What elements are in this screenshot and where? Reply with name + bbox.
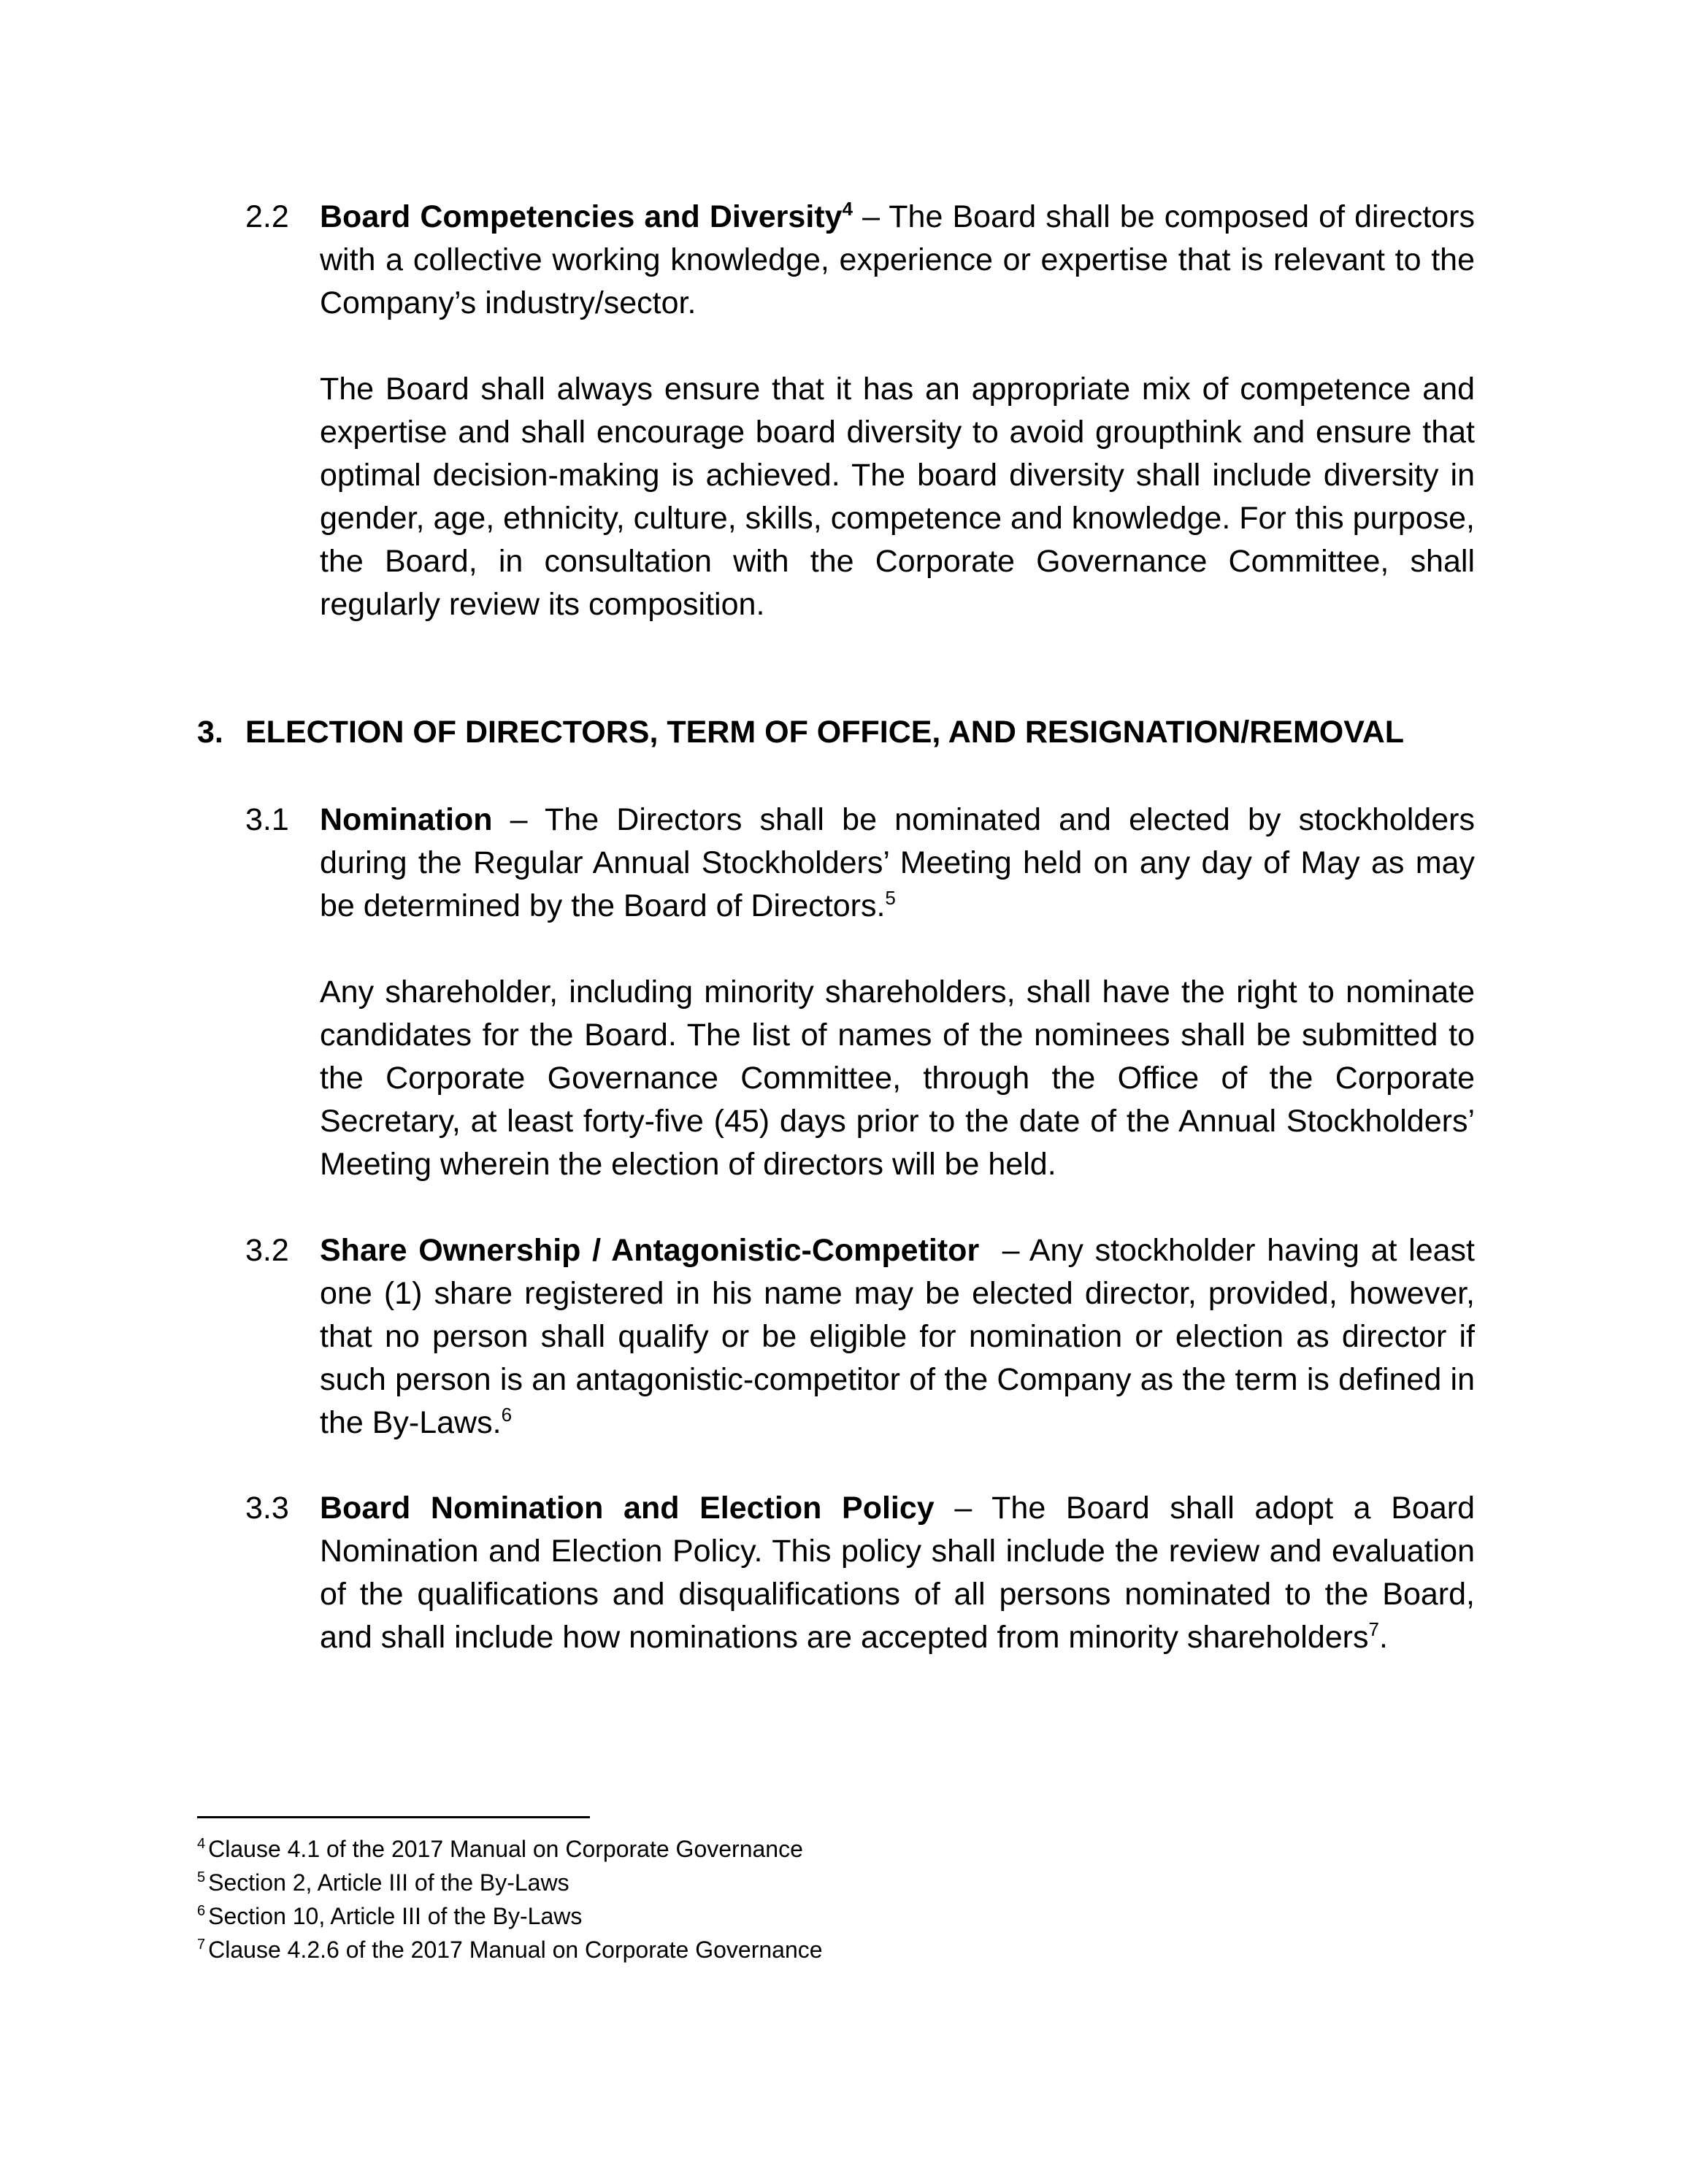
section-2-2-number: 2.2 (245, 199, 289, 234)
section-3-1-paragraph-1 (320, 799, 1475, 928)
section-3-heading (197, 711, 1497, 754)
footnote-mark: 6 (197, 1903, 206, 1919)
section-3-title: ELECTION OF DIRECTORS, TERM OF OFFICE, AND RESIGNATION/REMOVAL (245, 715, 1405, 750)
footnote-mark: 5 (197, 1869, 206, 1885)
section-2-2-body: – The Board shall be composed of directors with a collective working knowledge, experience or expertise that is relevant to the Company’s industry/sector. (320, 199, 1476, 320)
section-3-2-paragraph (320, 1229, 1484, 1445)
footnote-text: Clause 4.1 of the 2017 Manual on Corporate Governance (208, 1836, 803, 1862)
footnote-6 (197, 1899, 582, 1933)
footnote-ref-7[interactable]: 7 (1368, 1618, 1379, 1640)
section-2-2-paragraph-2: The Board shall always ensure that it has an appropriate mix of competence and expertise and shall encourage board diversity to avoid groupthink and ensure that optimal decision-making is achieved. The board diversity shall include diversity in gender, age, ethnicity, culture, skills, competence and knowledge. For this purpose, the Board, in consultation with the Corporate Governance Committee, shall regularly review its composition. (320, 372, 1475, 622)
footnote-ref-4[interactable]: 4 (842, 198, 853, 220)
footnote-7 (197, 1933, 823, 1966)
footnote-separator (197, 1816, 590, 1818)
section-2-2-title: Board Competencies and Diversity (320, 199, 843, 234)
footnote-4 (197, 1832, 803, 1866)
footnote-5 (197, 1866, 569, 1899)
footnote-text: Section 2, Article III of the By-Laws (208, 1869, 569, 1896)
section-3-3-body: – The Board shall adopt a Board Nomination and Election Policy. This policy shall include the review and evaluation of the qualifications and disqualifications of all persons nominated to the Board, and shall include how nominations are accepted from minority shareholders (320, 1491, 1475, 1655)
section-3-3-body-end: . (1378, 1620, 1388, 1655)
section-3-number: 3. (197, 715, 223, 750)
footnote-text: Section 10, Article III of the By-Laws (208, 1903, 583, 1929)
section-3-2-body: – Any stockholder having at least one (1) share registered in his name may be elected director, provided, however, that no person shall qualify or be eligible for nomination or election as director if such person is an antagonistic-competitor of the Company as the term is defined in the By-Laws. (320, 1233, 1484, 1440)
section-3-2-title: Share Ownership / Antagonistic-Competitor (320, 1233, 980, 1268)
section-3-3-number: 3.3 (245, 1491, 289, 1526)
footnote-mark: 7 (197, 1937, 206, 1953)
section-3-1-title: Nomination (320, 802, 493, 837)
section-3-1-number: 3.1 (245, 802, 289, 837)
section-3-1-body: – The Directors shall be nominated and elected by stockholders during the Regular Annual Stockholders’ Meeting held on any day of May as may be determined by the Board of Directors. (320, 802, 1475, 923)
footnote-ref-5[interactable]: 5 (885, 887, 896, 909)
section-3-3-paragraph (320, 1487, 1475, 1659)
footnote-mark: 4 (197, 1836, 206, 1852)
section-3-2-number: 3.2 (245, 1233, 289, 1268)
footnote-ref-6[interactable]: 6 (501, 1404, 513, 1426)
footnote-text: Clause 4.2.6 of the 2017 Manual on Corporate Governance (208, 1937, 823, 1963)
section-3-1-paragraph-2: Any shareholder, including minority shareholders, shall have the right to nominate candidates for the Board. The list of names of the nominees shall be submitted to the Corporate Governance Committee, through the Office of the Corporate Secretary, at least forty-five (45) days prior to the date of the Annual Stockholders’ Meeting wherein the election of directors will be held. (320, 974, 1475, 1182)
section-2-2-paragraph-1 (320, 196, 1475, 325)
section-3-3-title: Board Nomination and Election Policy (320, 1491, 935, 1526)
